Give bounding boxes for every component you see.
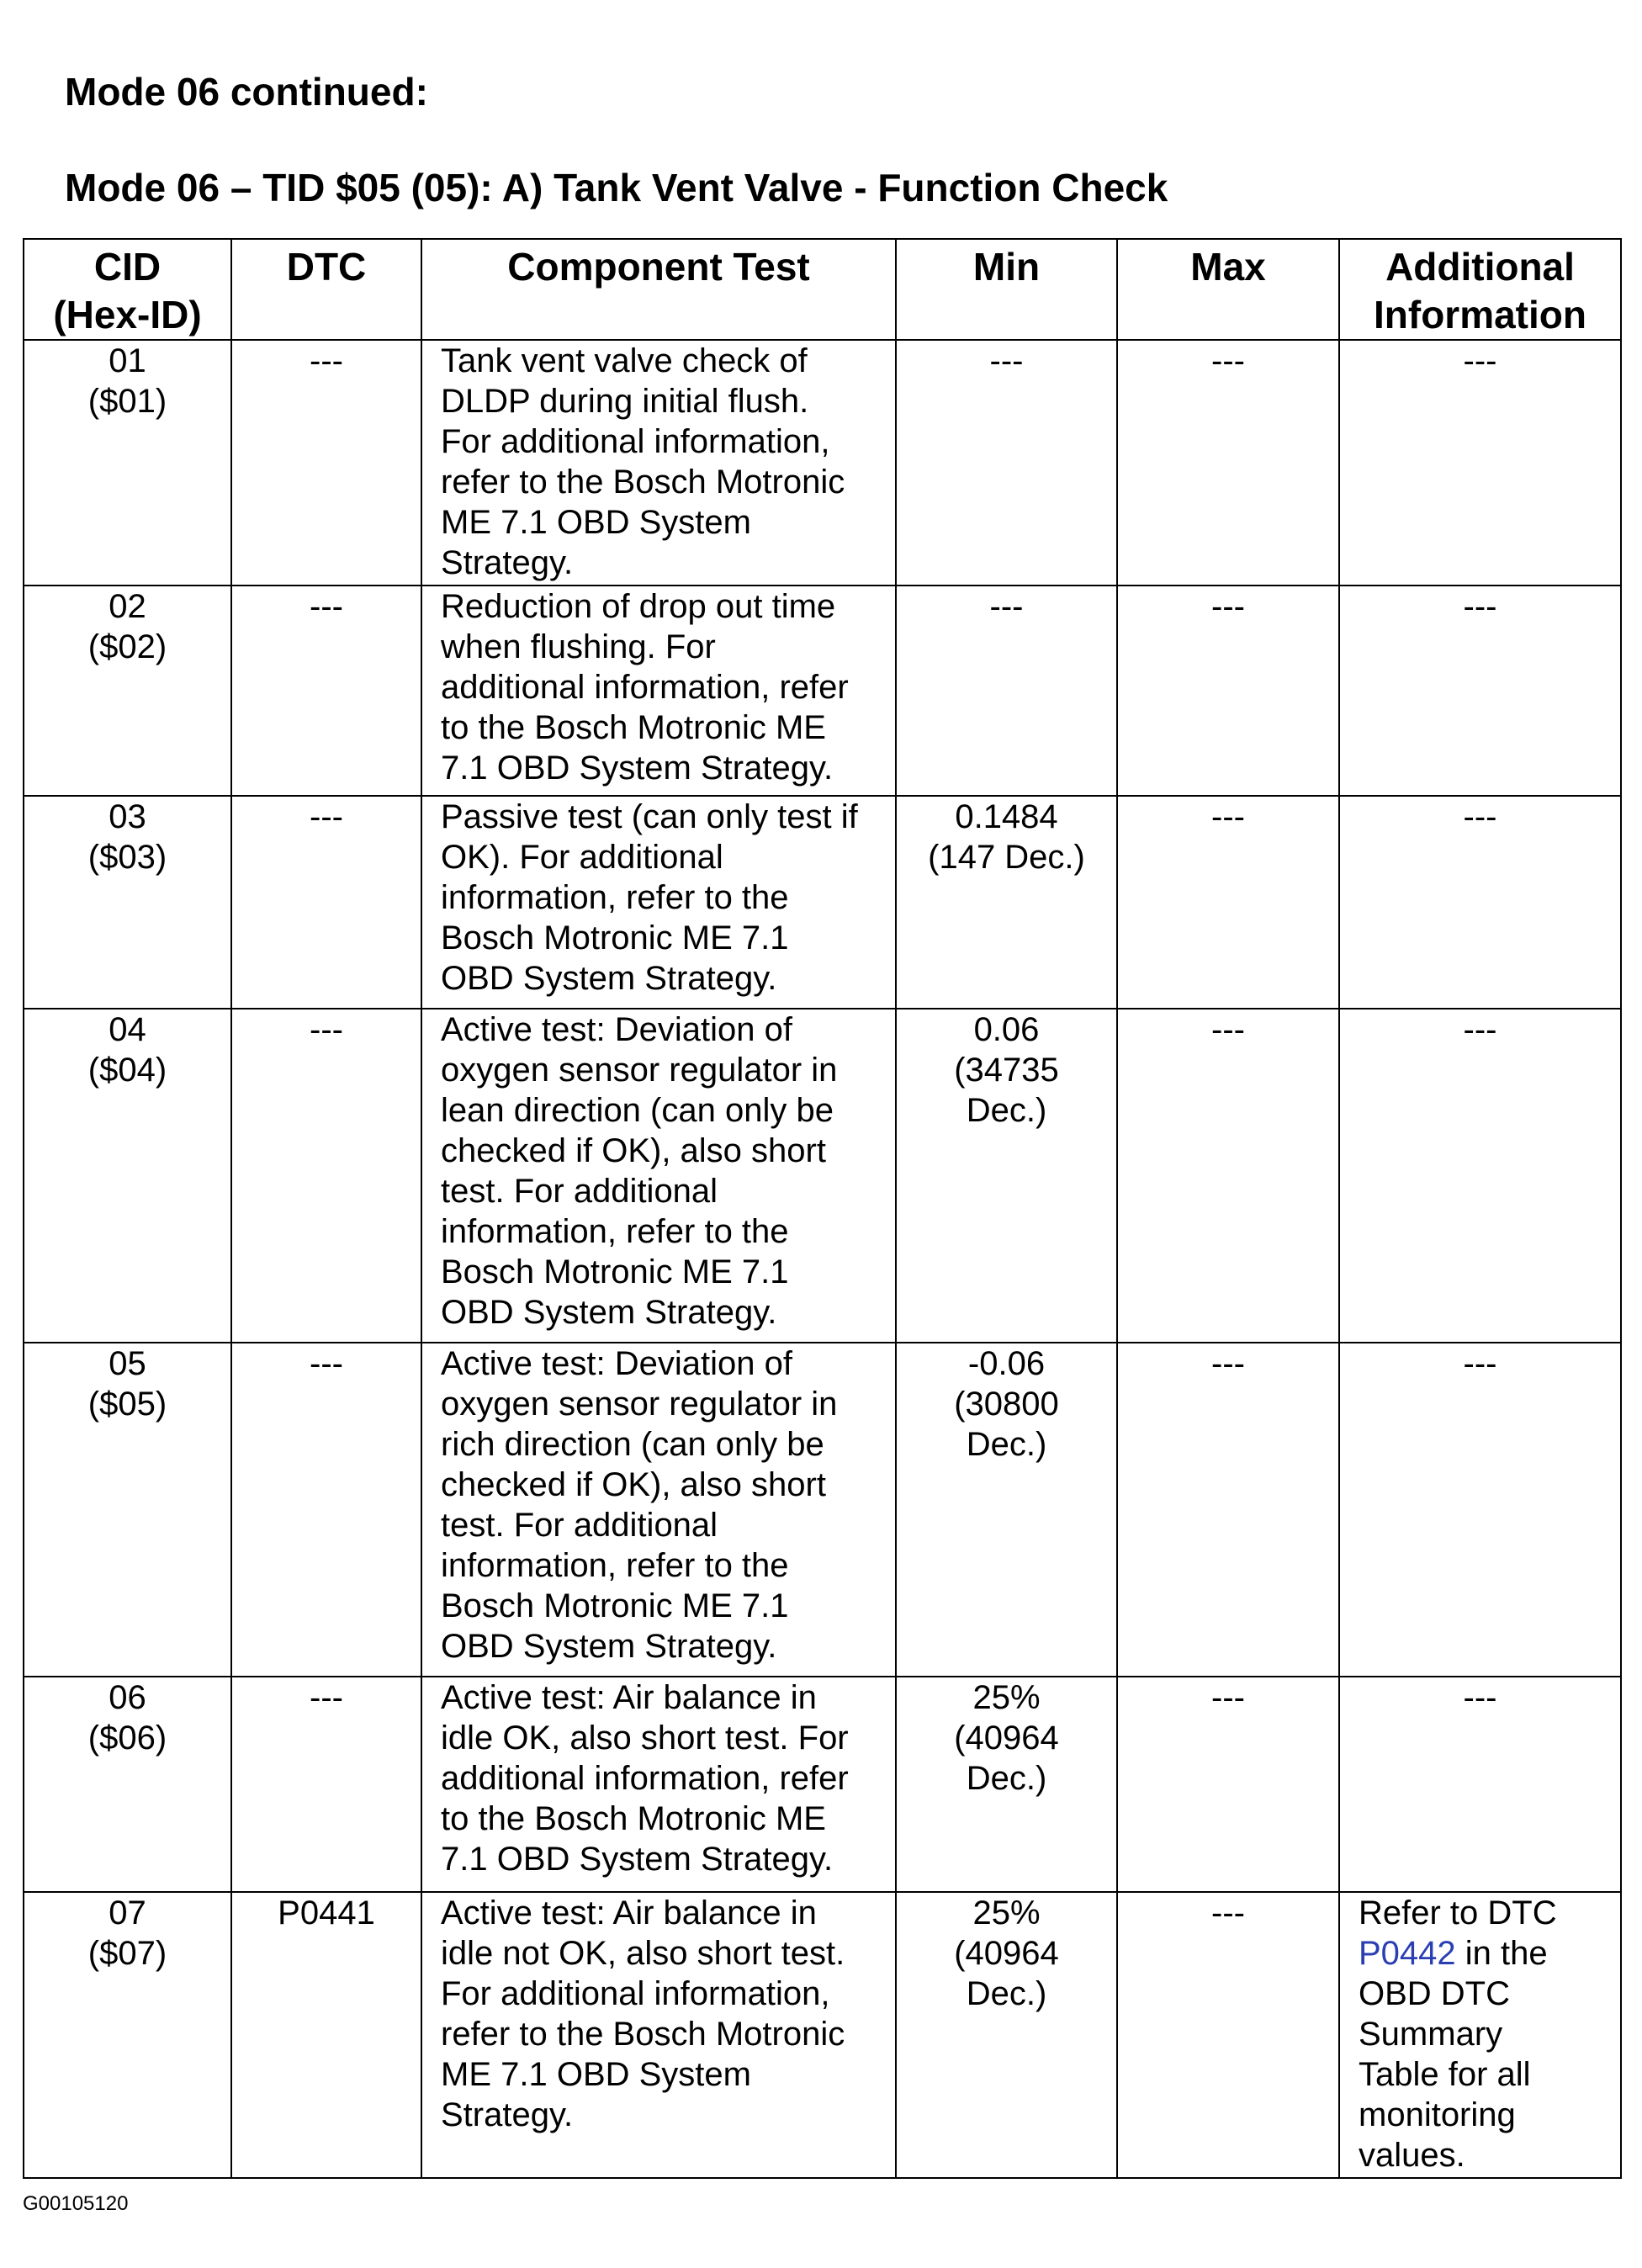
cid-value: 05 bbox=[109, 1345, 146, 1382]
min-value: 0.06 bbox=[973, 1011, 1040, 1048]
max-cell bbox=[1117, 586, 1339, 796]
component-test-line: ME 7.1 OBD System bbox=[441, 2056, 751, 2093]
hex-id-value: ($05) bbox=[87, 1386, 167, 1423]
component-test-cell bbox=[421, 1343, 896, 1677]
cid-cell bbox=[24, 586, 231, 796]
mode06-table bbox=[23, 238, 1622, 2179]
max-value: --- bbox=[1211, 1011, 1245, 1048]
additional-info-value: --- bbox=[1463, 1345, 1497, 1382]
component-test-line: Active test: Air balance in bbox=[441, 1894, 817, 1932]
dtc-link[interactable]: P0442 bbox=[1359, 1935, 1456, 1972]
min-cell bbox=[896, 1892, 1117, 2178]
hex-id-value: ($04) bbox=[87, 1052, 167, 1089]
max-cell bbox=[1117, 1892, 1339, 2178]
additional-info-line: OBD DTC bbox=[1359, 1975, 1510, 2012]
component-test-line: to the Bosch Motronic ME bbox=[441, 709, 826, 746]
hex-id-value: ($06) bbox=[87, 1720, 167, 1757]
additional-info-value: --- bbox=[1463, 342, 1497, 379]
component-test-line: ME 7.1 OBD System bbox=[441, 504, 751, 541]
component-test-line: lean direction (can only be bbox=[441, 1092, 834, 1129]
additional-info-line: monitoring bbox=[1359, 2096, 1516, 2133]
dtc-cell bbox=[231, 796, 421, 1009]
component-test-line: 7.1 OBD System Strategy. bbox=[441, 1841, 834, 1878]
additional-info-line: in the bbox=[1465, 1935, 1548, 1972]
additional-info-value: --- bbox=[1463, 588, 1497, 625]
additional-info-cell bbox=[1339, 1892, 1621, 2178]
component-test-line: Active test: Air balance in bbox=[441, 1679, 817, 1716]
component-test-line: oxygen sensor regulator in bbox=[441, 1386, 838, 1423]
max-value: --- bbox=[1211, 1679, 1245, 1716]
additional-info-cell bbox=[1339, 796, 1621, 1009]
component-test-line: idle OK, also short test. For bbox=[441, 1720, 849, 1757]
component-test-line: information, refer to the bbox=[441, 1213, 789, 1250]
max-value: --- bbox=[1211, 1894, 1245, 1932]
dtc-value: --- bbox=[310, 1011, 343, 1048]
additional-info-cell bbox=[1339, 1677, 1621, 1892]
cid-cell bbox=[24, 796, 231, 1009]
header-additional-information: Additional Information bbox=[1339, 239, 1621, 340]
cid-value: 03 bbox=[109, 798, 146, 835]
table-row bbox=[24, 1892, 1621, 2178]
section-title: Mode 06 – TID $05 (05): A) Tank Vent Valve - Function Check bbox=[65, 166, 1168, 209]
component-test-line: OBD System Strategy. bbox=[441, 1628, 777, 1665]
component-test-line: information, refer to the bbox=[441, 1547, 789, 1584]
table-row bbox=[24, 1343, 1621, 1677]
component-test-line: rich direction (can only be bbox=[441, 1426, 824, 1463]
cid-value: 07 bbox=[109, 1894, 146, 1932]
min-cell bbox=[896, 586, 1117, 796]
component-test-line: checked if OK), also short bbox=[441, 1132, 826, 1169]
dtc-value: --- bbox=[310, 588, 343, 625]
component-test-line: test. For additional bbox=[441, 1173, 718, 1210]
additional-info-value: --- bbox=[1463, 1011, 1497, 1048]
additional-info-cell bbox=[1339, 586, 1621, 796]
additional-info-cell bbox=[1339, 340, 1621, 586]
min-value: Dec.) bbox=[966, 1092, 1047, 1129]
page-heading: Mode 06 continued: bbox=[65, 70, 428, 114]
dtc-cell bbox=[231, 1009, 421, 1343]
additional-info-value: --- bbox=[1463, 1679, 1497, 1716]
min-value: (34735 bbox=[954, 1052, 1059, 1089]
additional-info-line: Table for all bbox=[1359, 2056, 1531, 2093]
component-test-cell bbox=[421, 340, 896, 586]
min-value: Dec.) bbox=[966, 1426, 1047, 1463]
dtc-cell bbox=[231, 340, 421, 586]
cid-value: 04 bbox=[109, 1011, 146, 1048]
component-test-line: OBD System Strategy. bbox=[441, 1294, 777, 1331]
component-test-line: For additional information, bbox=[441, 423, 830, 460]
header-component-test: Component Test bbox=[421, 239, 896, 340]
component-test-line: Reduction of drop out time bbox=[441, 588, 836, 625]
header-min: Min bbox=[896, 239, 1117, 340]
component-test-line: refer to the Bosch Motronic bbox=[441, 464, 845, 501]
table-row bbox=[24, 1009, 1621, 1343]
min-value: -0.06 bbox=[967, 1345, 1046, 1382]
component-test-line: For additional information, bbox=[441, 1975, 830, 2012]
max-value: --- bbox=[1211, 588, 1245, 625]
cid-cell bbox=[24, 1677, 231, 1892]
table-row bbox=[24, 340, 1621, 586]
component-test-line: additional information, refer bbox=[441, 1760, 849, 1797]
component-test-line: checked if OK), also short bbox=[441, 1466, 826, 1503]
component-test-line: test. For additional bbox=[441, 1507, 718, 1544]
min-cell bbox=[896, 796, 1117, 1009]
component-test-line: Bosch Motronic ME 7.1 bbox=[441, 1587, 789, 1624]
component-test-line: refer to the Bosch Motronic bbox=[441, 2016, 845, 2053]
component-test-line: Bosch Motronic ME 7.1 bbox=[441, 1253, 789, 1290]
dtc-cell bbox=[231, 586, 421, 796]
component-test-cell bbox=[421, 1009, 896, 1343]
cid-value: 01 bbox=[109, 342, 146, 379]
component-test-line: Tank vent valve check of bbox=[441, 342, 808, 379]
component-test-cell bbox=[421, 1677, 896, 1892]
component-test-cell bbox=[421, 796, 896, 1009]
max-value: --- bbox=[1211, 798, 1245, 835]
component-test-line: idle not OK, also short test. bbox=[441, 1935, 845, 1972]
table-row bbox=[24, 586, 1621, 796]
header-dtc: DTC bbox=[231, 239, 421, 340]
component-test-line: additional information, refer bbox=[441, 669, 849, 706]
max-cell bbox=[1117, 1343, 1339, 1677]
figure-code: G00105120 bbox=[23, 2192, 129, 2215]
component-test-line: when flushing. For bbox=[441, 628, 716, 665]
table-row bbox=[24, 1677, 1621, 1892]
component-test-line: Active test: Deviation of bbox=[441, 1345, 792, 1382]
hex-id-value: ($07) bbox=[87, 1935, 167, 1972]
cid-cell bbox=[24, 1892, 231, 2178]
min-cell bbox=[896, 1009, 1117, 1343]
dtc-value: --- bbox=[310, 798, 343, 835]
table-header-row bbox=[24, 239, 1621, 340]
header-cid: CID (Hex-ID) bbox=[24, 239, 231, 340]
min-value: Dec.) bbox=[966, 1975, 1047, 2012]
min-value: --- bbox=[989, 588, 1024, 625]
min-cell bbox=[896, 1677, 1117, 1892]
dtc-value: --- bbox=[310, 342, 343, 379]
min-value: 25% bbox=[972, 1679, 1041, 1716]
max-cell bbox=[1117, 1677, 1339, 1892]
dtc-value: --- bbox=[310, 1345, 343, 1382]
component-test-cell bbox=[421, 586, 896, 796]
component-test-line: OBD System Strategy. bbox=[441, 960, 777, 997]
min-cell bbox=[896, 1343, 1117, 1677]
additional-info-line: Refer to DTC bbox=[1359, 1894, 1557, 1932]
dtc-value: --- bbox=[310, 1679, 343, 1716]
cid-value: 06 bbox=[109, 1679, 146, 1716]
min-value: (40964 bbox=[954, 1720, 1059, 1757]
component-test-line: information, refer to the bbox=[441, 879, 789, 916]
dtc-cell bbox=[231, 1677, 421, 1892]
hex-id-value: ($03) bbox=[87, 839, 167, 876]
additional-info-cell bbox=[1339, 1343, 1621, 1677]
min-value: (147 Dec.) bbox=[928, 839, 1085, 876]
header-max: Max bbox=[1117, 239, 1339, 340]
component-test-line: to the Bosch Motronic ME bbox=[441, 1800, 826, 1837]
additional-info-line: Summary bbox=[1359, 2016, 1503, 2053]
cid-cell bbox=[24, 340, 231, 586]
component-test-line: oxygen sensor regulator in bbox=[441, 1052, 838, 1089]
min-value: Dec.) bbox=[966, 1760, 1047, 1797]
component-test-line: Bosch Motronic ME 7.1 bbox=[441, 919, 789, 956]
cid-value: 02 bbox=[109, 588, 146, 625]
min-value: 25% bbox=[972, 1894, 1041, 1932]
min-value: (40964 bbox=[954, 1935, 1059, 1972]
component-test-line: DLDP during initial flush. bbox=[441, 383, 809, 420]
max-cell bbox=[1117, 796, 1339, 1009]
component-test-line: Active test: Deviation of bbox=[441, 1011, 792, 1048]
max-cell bbox=[1117, 340, 1339, 586]
min-value: 0.1484 bbox=[955, 798, 1058, 835]
cid-cell bbox=[24, 1343, 231, 1677]
component-test-line: Strategy. bbox=[441, 2096, 574, 2133]
additional-info-value: --- bbox=[1463, 798, 1497, 835]
additional-info-line: values. bbox=[1359, 2137, 1465, 2174]
component-test-line: OK). For additional bbox=[441, 839, 723, 876]
hex-id-value: ($02) bbox=[87, 628, 167, 665]
component-test-line: Strategy. bbox=[441, 544, 574, 581]
max-cell bbox=[1117, 1009, 1339, 1343]
min-value: --- bbox=[989, 342, 1024, 379]
min-cell bbox=[896, 340, 1117, 586]
dtc-value: P0441 bbox=[278, 1894, 375, 1932]
max-value: --- bbox=[1211, 342, 1245, 379]
component-test-line: Passive test (can only test if bbox=[441, 798, 858, 835]
dtc-cell bbox=[231, 1892, 421, 2178]
cid-cell bbox=[24, 1009, 231, 1343]
component-test-line: 7.1 OBD System Strategy. bbox=[441, 750, 834, 787]
dtc-cell bbox=[231, 1343, 421, 1677]
min-value: (30800 bbox=[954, 1386, 1059, 1423]
max-value: --- bbox=[1211, 1345, 1245, 1382]
table-row bbox=[24, 796, 1621, 1009]
hex-id-value: ($01) bbox=[87, 383, 167, 420]
component-test-cell bbox=[421, 1892, 896, 2178]
additional-info-cell bbox=[1339, 1009, 1621, 1343]
